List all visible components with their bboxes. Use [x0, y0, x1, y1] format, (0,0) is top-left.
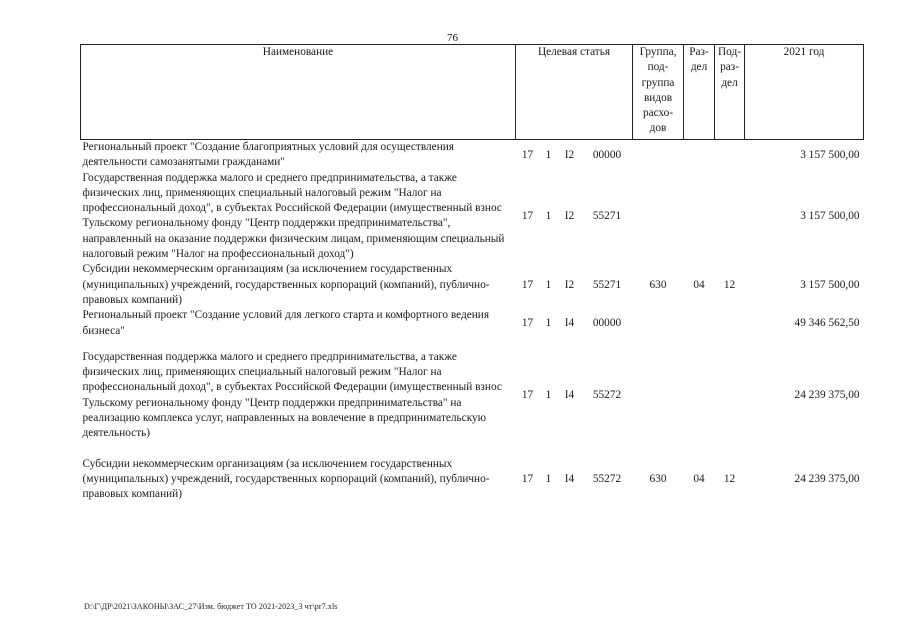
row-name: Государственная поддержка малого и среднего предпринимательства, а также физических лиц, применяющих специальный налоговый режим "Налог на профессиональный доход", в субъектах Российской Федерации (имущественный взнос Тульскому региональному фонду "Центр поддержки предпринимательства", направленный на оказание поддержки физическим лицам, применяющим специальный налоговый режим "Налог на профессиональный доход") [82, 171, 505, 261]
row-amount: 3 157 500,00 [800, 278, 860, 291]
row-section [684, 140, 715, 171]
row-section: 04 [693, 278, 705, 291]
table-row [81, 308, 864, 339]
header-section: Раз-дел [684, 45, 715, 140]
row-section: 04 [693, 472, 705, 485]
row-code-4: 55271 [592, 209, 622, 222]
table-row [81, 262, 864, 308]
row-subsection [715, 308, 745, 339]
table-header-row [81, 45, 864, 140]
row-code-2: 1 [545, 278, 552, 291]
row-code-2: 1 [545, 316, 552, 329]
row-section [684, 339, 715, 454]
row-subsection: 12 [723, 472, 736, 485]
row-amount: 24 239 375,00 [794, 389, 860, 402]
row-name: Региональный проект "Создание благоприятных условий для осуществления деятельности самозанятыми гражданами" [82, 141, 454, 169]
row-code-1: 17 [521, 278, 534, 291]
row-code-1: 17 [521, 316, 534, 329]
row-code-1: 17 [521, 389, 534, 402]
row-group [633, 140, 684, 171]
row-code-1: 17 [521, 472, 534, 485]
row-code-4: 00000 [592, 148, 622, 161]
row-group: 630 [649, 278, 667, 291]
row-code-2: 1 [545, 209, 552, 222]
header-target: Целевая статья [516, 45, 633, 140]
header-name: Наименование [81, 45, 516, 140]
row-amount: 3 157 500,00 [800, 209, 860, 222]
row-name: Субсидии некоммерческим организациям (за исключением государственных (муниципальных) учреждений, государственных корпораций (компаний), публично-правовых компаний) [82, 263, 490, 306]
row-code-3: I4 [564, 316, 575, 329]
row-subsection [715, 140, 745, 171]
page-number: 76 [447, 32, 458, 44]
row-name: Государственная поддержка малого и среднего предпринимательства, а также физических лиц, применяющих специальный налоговый режим "Налог на профессиональный доход", в субъектах Российской Федерации (имущественный взнос Тульскому региональному фонду "Центр поддержки предпринимательства" на реализацию комплекса услуг, направленных на вовлечение в предпринимательскую деятельность) [82, 350, 502, 440]
row-code-2: 1 [545, 389, 552, 402]
row-amount: 3 157 500,00 [800, 148, 860, 161]
table-row [81, 454, 864, 503]
table-row [81, 171, 864, 263]
header-group: Группа, под-группа видов расхо-дов [633, 45, 684, 140]
budget-table [80, 44, 864, 503]
row-code-4: 55272 [592, 472, 622, 485]
row-code-2: 1 [545, 148, 552, 161]
table-row [81, 140, 864, 171]
row-group: 630 [649, 472, 667, 485]
table-row [81, 339, 864, 454]
row-subsection: 12 [723, 278, 736, 291]
row-code-1: 17 [521, 148, 534, 161]
row-name: Субсидии некоммерческим организациям (за исключением государственных (муниципальных) учреждений, государственных корпораций (компаний), публично-правовых компаний) [82, 457, 490, 501]
row-code-1: 17 [521, 209, 534, 222]
row-amount: 49 346 562,50 [794, 316, 860, 329]
row-code-4: 00000 [592, 316, 622, 329]
row-group [633, 171, 684, 263]
row-code-3: I2 [564, 148, 575, 161]
row-code-3: I4 [564, 472, 575, 485]
row-section [684, 308, 715, 339]
row-code-2: 1 [545, 472, 552, 485]
row-code-4: 55272 [592, 389, 622, 402]
file-path-footer: D:\Г\ДР\2021\ЗАКОНЫ\ЗАС_27\Изм. бюджет ТО 2021-2023_3 чт\pr7.xls [84, 602, 338, 611]
row-group [633, 308, 684, 339]
row-code-3: I2 [564, 278, 575, 291]
row-group [633, 339, 684, 454]
row-code-3: I2 [564, 209, 575, 222]
row-amount: 24 239 375,00 [794, 472, 860, 485]
row-code-4: 55271 [592, 278, 622, 291]
header-year: 2021 год [745, 45, 864, 140]
row-name: Региональный проект "Создание условий для легкого старта и комфортного ведения бизнеса" [82, 309, 490, 337]
row-subsection [715, 339, 745, 454]
header-subsection: Под-раз-дел [715, 45, 745, 140]
row-section [684, 171, 715, 263]
row-code-3: I4 [564, 389, 575, 402]
row-subsection [715, 171, 745, 263]
